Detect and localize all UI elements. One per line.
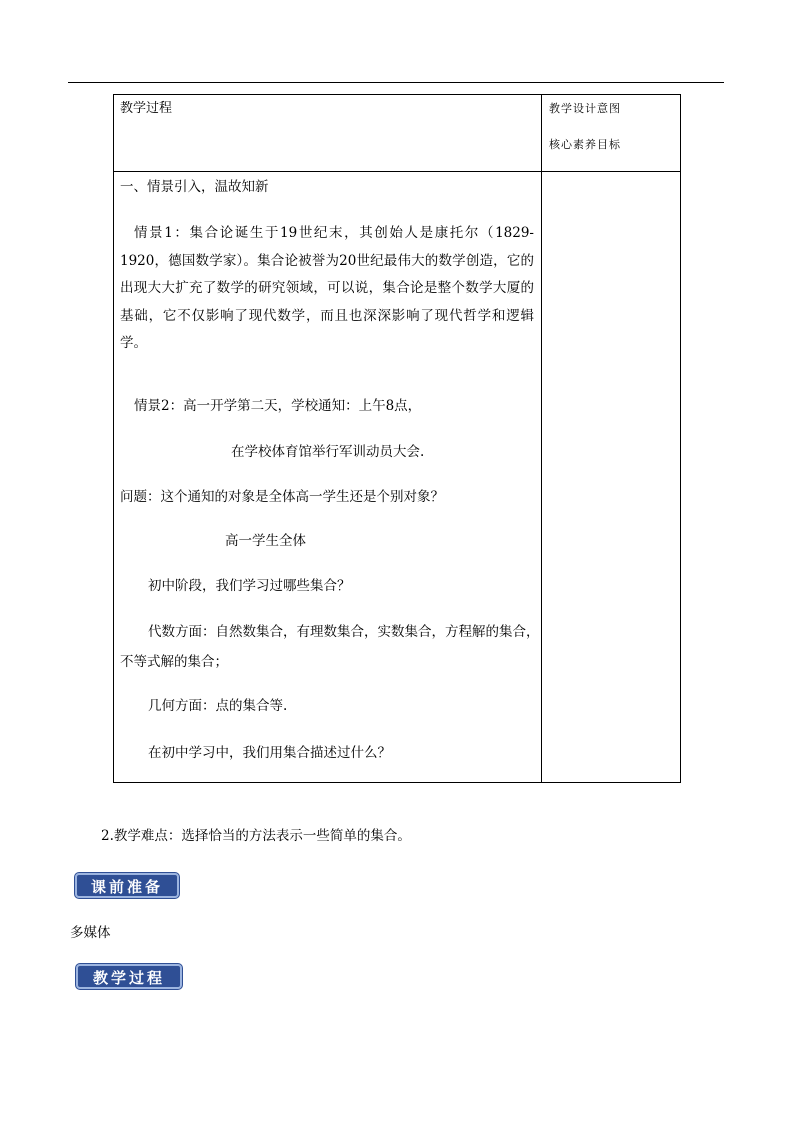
table-column-divider — [541, 95, 542, 782]
scene-2-line-1: 情景2：高一开学第二天，学校通知：上午8点， — [134, 398, 422, 414]
prep-content: 多媒体 — [70, 925, 111, 941]
prep-badge: 课前准备 — [75, 873, 179, 898]
header-teaching-process: 教学过程 — [120, 101, 173, 116]
describe-question: 在初中学习中，我们用集合描述过什么？ — [148, 745, 391, 761]
scene-2-line-2: 在学校体育馆举行军训动员大会. — [231, 444, 425, 460]
table-row-divider — [114, 171, 680, 172]
question-text: 问题：这个通知的对象是全体高一学生还是个别对象？ — [120, 489, 444, 505]
scene-1-paragraph: 情景1：集合论诞生于19世纪末，其创始人是康托尔（1829-1920，德国数学家）。集合论被誉为20世纪最伟大的数学创造，它的出现大大扩充了数学的研究领域，可以说，集合论是整个数学大厦的基础，它不仅影响了现代数学，而且也深深影响了现代哲学和逻辑学。 — [120, 225, 534, 351]
header-rule — [68, 82, 724, 83]
teaching-difficulty: 2.教学难点：选择恰当的方法表示一些简单的集合。 — [101, 828, 411, 844]
process-badge: 教学过程 — [76, 964, 182, 989]
geometry-line: 几何方面：点的集合等. — [148, 698, 288, 714]
section-title: 一、情景引入，温故知新 — [120, 179, 269, 195]
header-design-intent: 教学设计意图 — [549, 102, 621, 115]
header-core-literacy: 核心素养目标 — [549, 138, 621, 151]
recall-question: 初中阶段，我们学习过哪些集合？ — [148, 578, 351, 594]
lesson-table — [113, 94, 681, 783]
algebra-line-2: 不等式解的集合； — [120, 654, 228, 670]
answer-text: 高一学生全体 — [225, 533, 306, 549]
algebra-line-1: 代数方面：自然数集合，有理数集合，实数集合，方程解的集合， — [148, 624, 540, 640]
